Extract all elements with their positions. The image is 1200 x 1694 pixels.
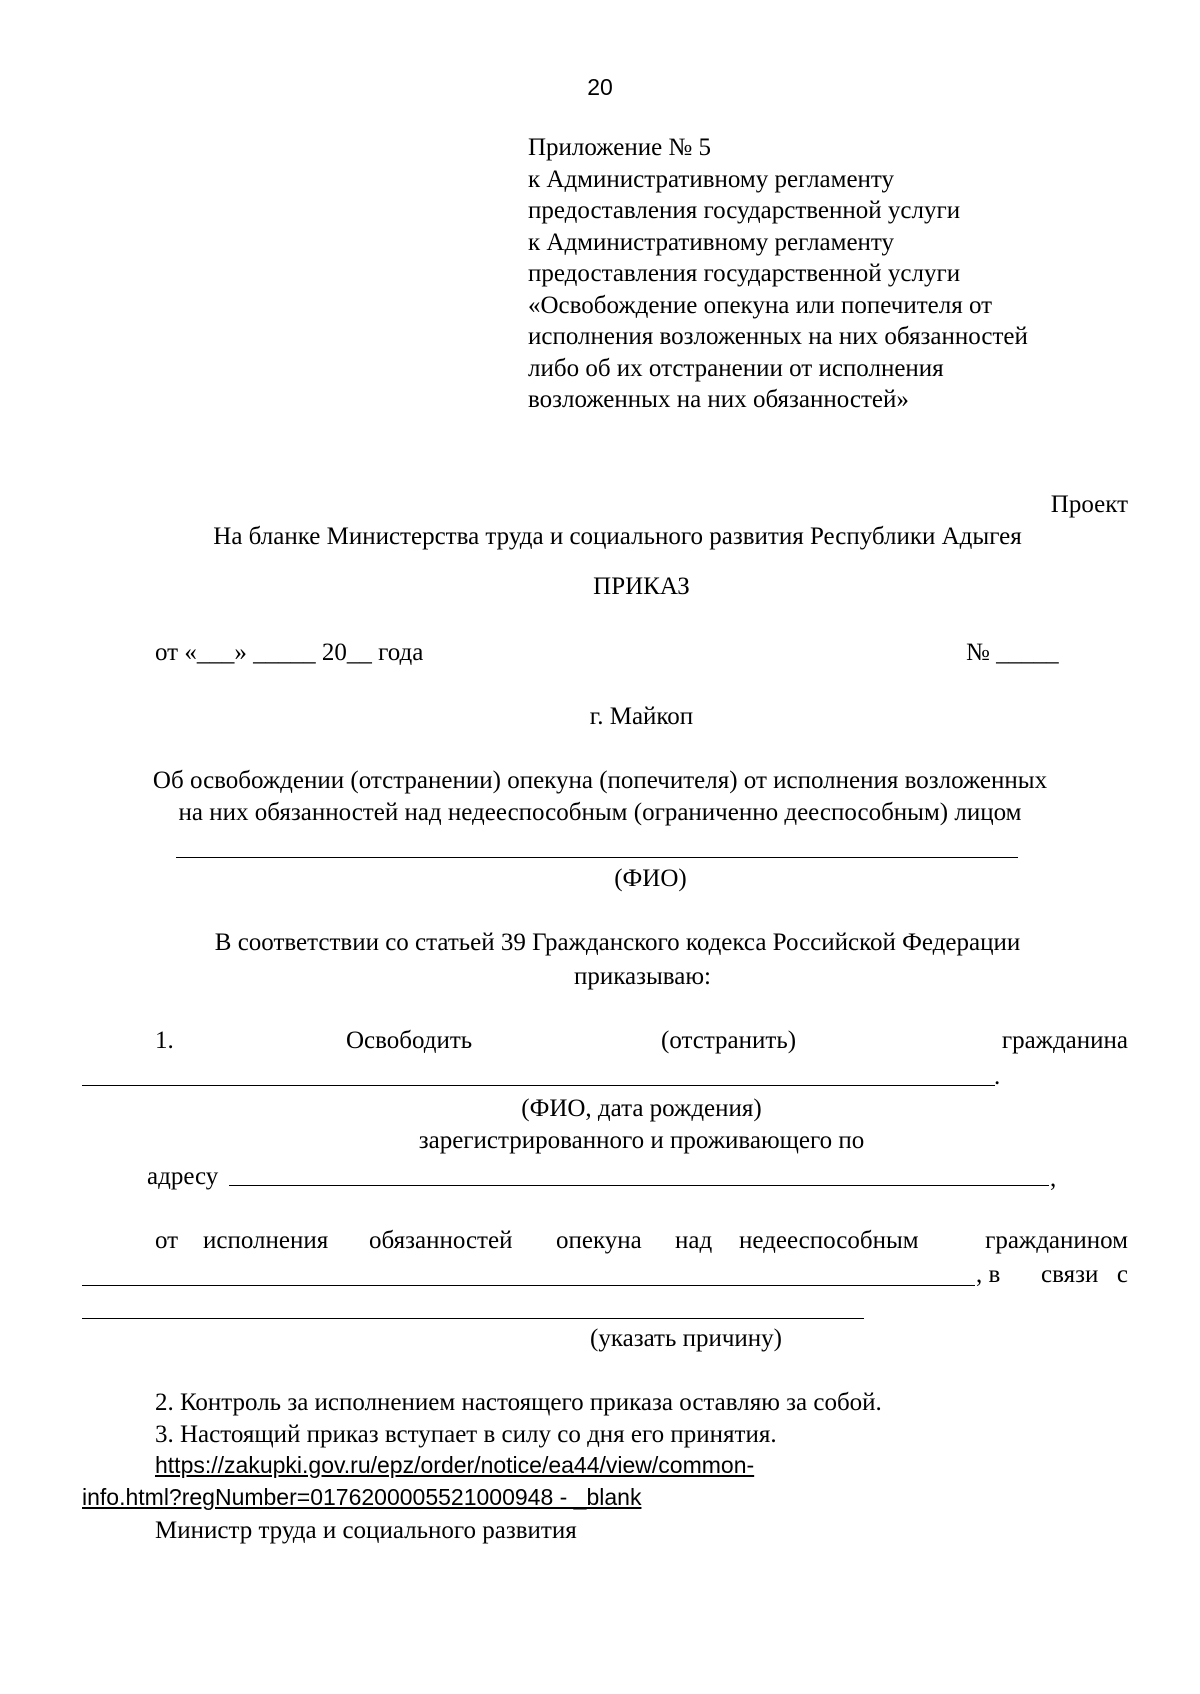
annex-block [528,132,1028,416]
annex-line: к Административному регламенту [528,165,895,193]
duties-word: гражданином [985,1227,1128,1254]
duties-word: опекуна [556,1227,642,1254]
address-blank-line [229,1185,1049,1186]
letterhead-note: На бланке Министерства труда и социального развития Республики Адыгея [213,523,1022,550]
basis-line-1: В соответствии со статьей 39 Гражданского кодекса Российской Федерации [214,929,1021,956]
annex-line: исполнения возложенных на них обязанностей [528,323,1028,350]
item1-word: (отстранить) [661,1027,797,1054]
reason-blank-line [82,1318,864,1319]
item1-number: 1. [155,1027,174,1054]
duties-word: над [675,1227,713,1254]
hyperlink-line-2[interactable]: info.html?regNumber=0176200005521000948 - _blank [82,1484,642,1510]
item1-period: . [994,1063,1001,1090]
page-number: 20 [587,74,613,100]
annex-line: Приложение № 5 [528,134,712,161]
annex-line: к Административному регламенту [528,228,895,256]
item1-word: Освободить [346,1027,473,1054]
order-date-line: от «___» _____ 20__ года [155,639,424,666]
annex-line: предоставления государственной услуги [528,260,961,287]
tail-word: с [1116,1261,1128,1288]
address-label: адресу [147,1163,219,1190]
annex-line: возложенных на них обязанностей» [528,386,909,413]
annex-line: предоставления государственной услуги [528,197,961,224]
address-comma: , [1050,1165,1057,1192]
tail-word: , в [976,1261,1001,1288]
subject-line-1: Об освобождении (отстранении) опекуна (попечителя) от исполнения возложенных [152,767,1048,794]
subject-line-2: на них обязанностей над недееспособным (ограниченно дееспособным) лицом [178,799,1022,826]
city: г. Майкоп [589,703,694,730]
citizen-blank-line [82,1085,995,1086]
reason-caption: (указать причину) [590,1325,783,1352]
duties-word: недееспособным [739,1227,919,1254]
order-title: ПРИКАЗ [593,573,690,600]
signature-title: Министр труда и социального развития [155,1517,577,1544]
citizen-caption: (ФИО, дата рождения) [521,1095,762,1122]
item2-text: 2. Контроль за исполнением настоящего приказа оставляю за собой. [155,1389,882,1416]
registered-text: зарегистрированного и проживающего по [418,1127,865,1154]
duties-word: обязанностей [369,1227,513,1254]
order-number-line: № _____ [966,639,1059,666]
hyperlink-line-1[interactable]: https://zakupki.gov.ru/epz/order/notice/ea44/view/common- [155,1452,755,1478]
draft-label: Проект [1050,491,1128,518]
fio-blank-line [176,857,1018,858]
basis-line-2: приказываю: [574,963,711,990]
item3-text: 3. Настоящий приказ вступает в силу со дня его принятия. [155,1421,777,1448]
item1-word: гражданина [1001,1027,1128,1054]
tail-word: связи [1041,1261,1099,1288]
duties-word: исполнения [203,1227,329,1254]
fio-caption: (ФИО) [614,865,687,892]
ward-blank-line [82,1285,975,1286]
annex-line: «Освобождение опекуна или попечителя от [528,291,993,319]
annex-line: либо об их отстранении от исполнения [528,354,944,382]
duties-word: от [155,1227,179,1254]
